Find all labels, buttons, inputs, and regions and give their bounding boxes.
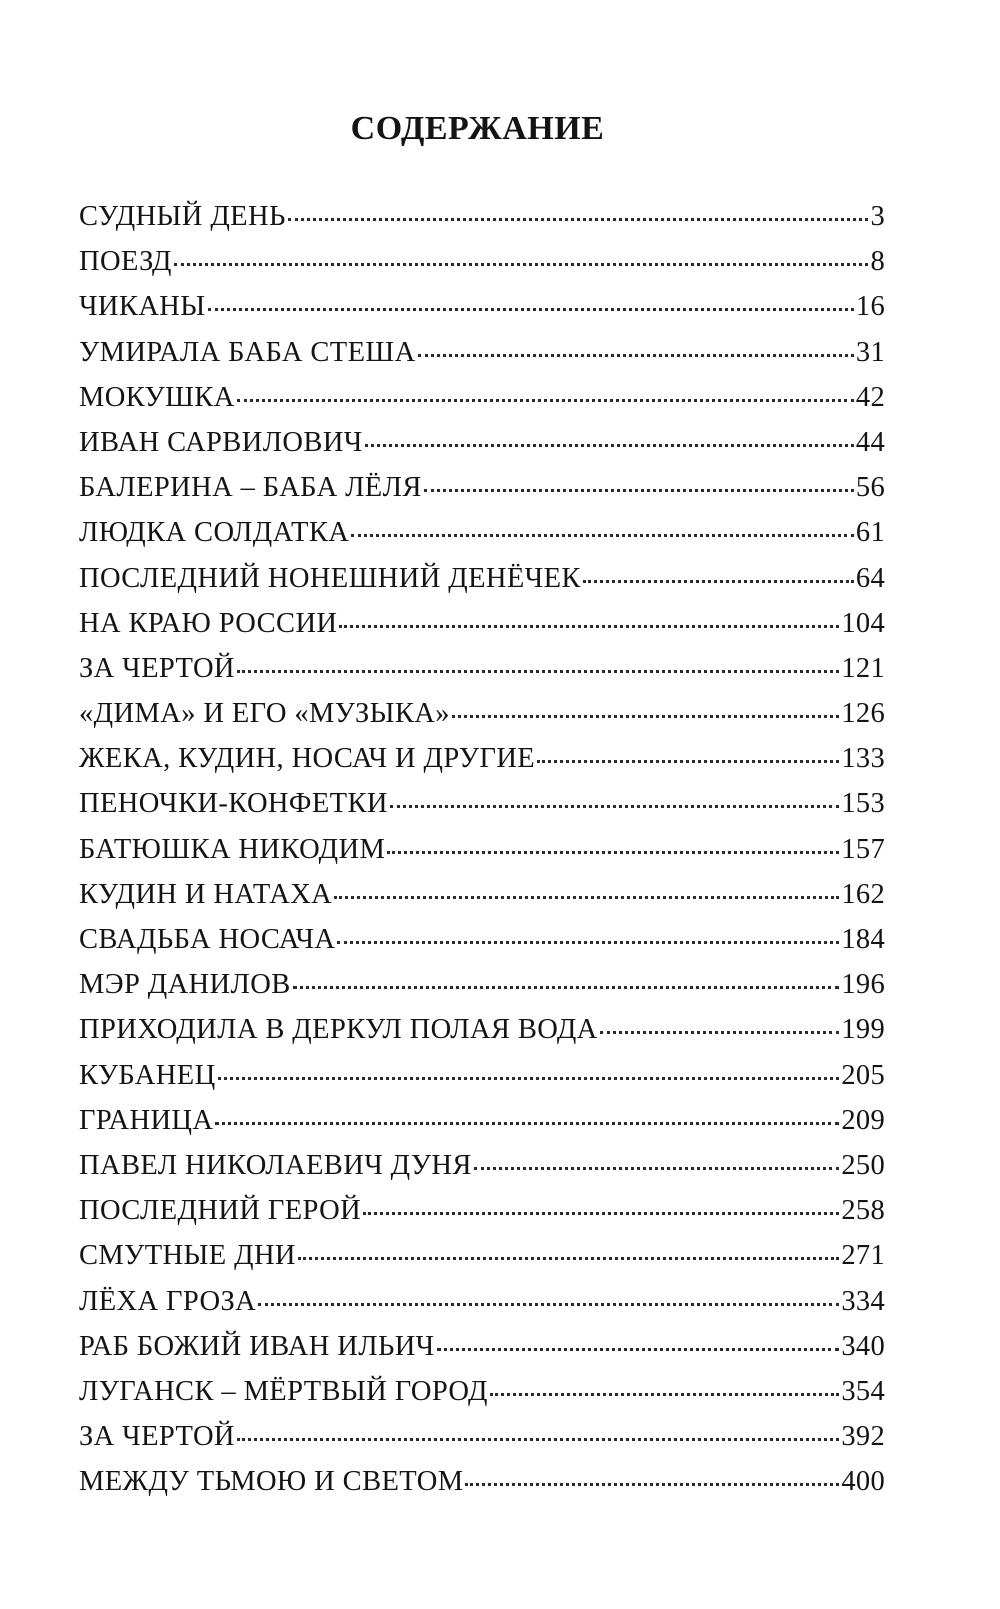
toc-entry-title: ЛУГАНСК – МЁРТВЫЙ ГОРОД — [79, 1375, 488, 1407]
dot-leader — [351, 533, 854, 537]
toc-page-number: 196 — [841, 969, 885, 1001]
toc-page-number: 56 — [855, 472, 885, 504]
toc-page-number: 205 — [841, 1059, 885, 1091]
dot-leader — [452, 714, 839, 718]
toc-entry-title: ПРИХОДИЛА В ДЕРКУЛ ПОЛАЯ ВОДА — [79, 1014, 598, 1046]
toc-row — [79, 243, 885, 288]
toc-entry-title: ПЕНОЧКИ-КОНФЕТКИ — [79, 788, 388, 820]
toc-page-number: 121 — [841, 652, 885, 684]
toc-row — [79, 966, 885, 1011]
toc-page-number: 133 — [841, 743, 885, 775]
toc-page-number: 199 — [841, 1014, 885, 1046]
dot-leader — [537, 759, 839, 763]
toc-entry-title: ПОСЛЕДНИЙ НОНЕШНИЙ ДЕНЁЧЕК — [79, 562, 581, 594]
toc-entry-title: ИВАН САРВИЛОВИЧ — [79, 426, 363, 458]
toc-row — [79, 831, 885, 876]
toc-page-number: 340 — [841, 1330, 885, 1362]
toc-page-number: 126 — [841, 698, 885, 730]
toc-row — [79, 334, 885, 379]
toc-entry-title: НА КРАЮ РОССИИ — [79, 607, 338, 639]
toc-entry-title: УМИРАЛА БАБА СТЕША — [79, 336, 416, 368]
dot-leader — [387, 850, 839, 854]
toc-entry-title: КУДИН И НАТАХА — [79, 878, 333, 910]
toc-row — [79, 1283, 885, 1328]
toc-row — [79, 514, 885, 559]
dot-leader — [465, 1482, 839, 1486]
toc-entry-title: МОКУШКА — [79, 381, 235, 413]
dot-leader — [237, 398, 854, 402]
toc-entry-title: ПОСЛЕДНИЙ ГЕРОЙ — [79, 1195, 362, 1227]
toc-entry-title: МЭР ДАНИЛОВ — [79, 969, 291, 1001]
dot-leader — [418, 353, 854, 357]
dot-leader — [237, 1437, 839, 1441]
toc-entry-title: ЧИКАНЫ — [79, 291, 206, 323]
toc-row — [79, 740, 885, 785]
toc-entry-title: «ДИМА» И ЕГО «МУЗЫКА» — [79, 698, 450, 730]
dot-leader — [583, 579, 854, 583]
toc-page-number: 61 — [855, 517, 885, 549]
toc-entry-title: СВАДЬБА НОСАЧА — [79, 924, 336, 955]
toc-page-number: 157 — [841, 833, 885, 865]
dot-leader — [334, 895, 839, 899]
toc-page-number: 16 — [855, 291, 885, 323]
toc-page-number: 8 — [870, 246, 885, 278]
toc-row — [79, 1328, 885, 1373]
toc-row — [79, 424, 885, 469]
dot-leader — [339, 624, 839, 628]
toc-row — [79, 1373, 885, 1418]
dot-leader — [437, 1347, 840, 1351]
toc-row — [79, 1057, 885, 1102]
toc-row — [79, 1418, 885, 1463]
toc-entry-title: ЛЮДКА СОЛДАТКА — [79, 517, 350, 549]
dot-leader — [474, 1166, 840, 1170]
toc-page-number: 42 — [855, 381, 885, 413]
toc-row — [79, 1463, 885, 1508]
toc-entry-title: ЖЕКА, КУДИН, НОСАЧ И ДРУГИЕ — [79, 743, 536, 775]
toc-page-number: 354 — [841, 1375, 885, 1407]
toc-row — [79, 876, 885, 921]
toc-row — [79, 695, 885, 740]
dot-leader — [288, 217, 869, 221]
toc-page-number: 209 — [841, 1104, 885, 1136]
toc-entry-title: БАТЮШКА НИКОДИМ — [79, 833, 386, 865]
toc-row — [79, 1237, 885, 1282]
toc-entry-title: РАБ БОЖИЙ ИВАН ИЛЬИЧ — [79, 1330, 435, 1362]
toc-page-number: 392 — [841, 1421, 885, 1453]
toc-row — [79, 785, 885, 830]
toc-page-number: 64 — [855, 562, 885, 594]
toc-entry-title: СМУТНЫЕ ДНИ — [79, 1240, 296, 1272]
dot-leader — [390, 804, 840, 808]
toc-entry-title: СУДНЫЙ ДЕНЬ — [79, 201, 286, 232]
toc-row — [79, 560, 885, 605]
dot-leader — [490, 1392, 840, 1396]
toc-page-number: 44 — [855, 426, 885, 458]
dot-leader — [237, 669, 839, 673]
toc-page-number: 104 — [841, 607, 885, 639]
toc-row — [79, 605, 885, 650]
toc-entry-title: КУБАНЕЦ — [79, 1059, 216, 1091]
toc-page-number: 250 — [841, 1149, 885, 1181]
toc-entry-title: БАЛЕРИНА – БАБА ЛЁЛЯ — [79, 472, 422, 504]
toc-page-number: 271 — [841, 1240, 885, 1272]
toc-page-number: 153 — [841, 788, 885, 820]
dot-leader — [174, 262, 869, 266]
toc-entry-title: ПОЕЗД — [79, 246, 172, 278]
toc-entry-title: ЛЁХА ГРОЗА — [79, 1285, 257, 1317]
dot-leader — [298, 1256, 839, 1260]
dot-leader — [293, 985, 840, 989]
toc-row — [79, 1102, 885, 1147]
toc-page-number: 334 — [841, 1285, 885, 1317]
dot-leader — [208, 307, 854, 311]
dot-leader — [365, 443, 854, 447]
toc-row — [79, 198, 885, 243]
toc-page-number: 400 — [841, 1466, 885, 1498]
dot-leader — [363, 1211, 839, 1215]
toc-row — [79, 379, 885, 424]
table-of-contents — [79, 198, 885, 1508]
toc-entry-title: ЗА ЧЕРТОЙ — [79, 1421, 235, 1453]
toc-entry-title: ПАВЕЛ НИКОЛАЕВИЧ ДУНЯ — [79, 1149, 472, 1181]
toc-entry-title: ГРАНИЦА — [79, 1104, 214, 1136]
toc-row — [79, 1011, 885, 1056]
toc-row — [79, 469, 885, 514]
toc-row — [79, 921, 885, 966]
dot-leader — [218, 1076, 840, 1080]
toc-row — [79, 650, 885, 695]
toc-page-number: 258 — [841, 1195, 885, 1227]
dot-leader — [258, 1302, 839, 1306]
dot-leader — [424, 488, 854, 492]
toc-page-number: 184 — [841, 924, 885, 955]
toc-row — [79, 288, 885, 333]
dot-leader — [337, 940, 839, 944]
page-title: СОДЕРЖАНИЕ — [350, 109, 605, 147]
dot-leader — [215, 1121, 839, 1125]
dot-leader — [600, 1030, 840, 1034]
toc-row — [79, 1192, 885, 1237]
toc-entry-title: МЕЖДУ ТЬМОЮ И СВЕТОМ — [79, 1466, 464, 1498]
toc-entry-title: ЗА ЧЕРТОЙ — [79, 652, 235, 684]
toc-page-number: 162 — [841, 878, 885, 910]
toc-page-number: 3 — [870, 201, 885, 232]
toc-row — [79, 1147, 885, 1192]
toc-page-number: 31 — [855, 336, 885, 368]
